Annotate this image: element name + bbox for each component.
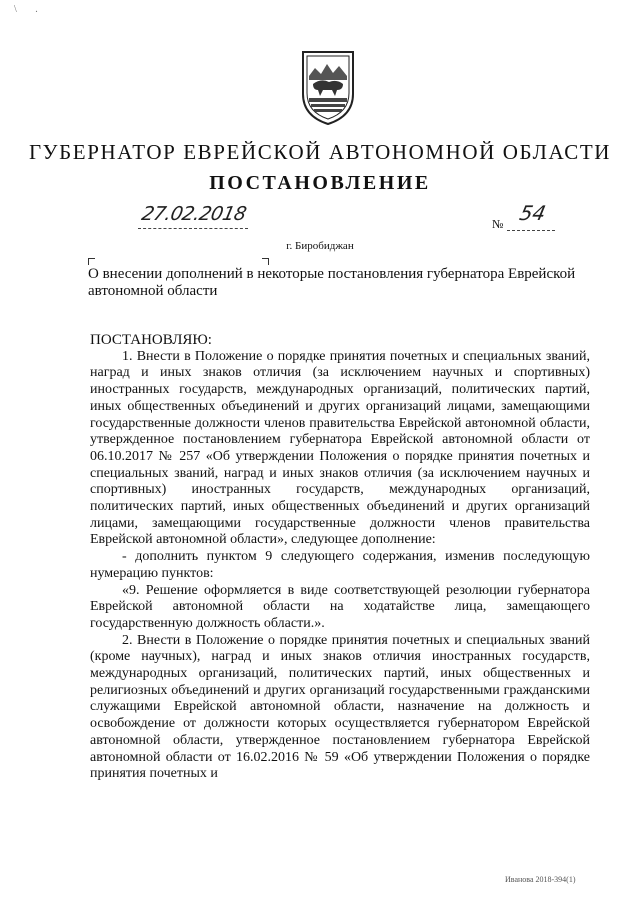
paragraph-2: 2. Внести в Положение о порядке принятия почетных и специальных званий (кроме научных), наград и иных знаков отличия иностранных государств, международных организаций, политических партий, иных общественных и религиозных объединений и других организаций государственными гражданскими служащими Еврейской автономной области, назначение на должность и освобождение от должности которых осуществляется губернатором Еврейской автономной области, утвержденное постановлением губернатора Еврейской автономной области от 16.02.2016 № 59 «Об утверждении Положения о порядке принятия почетных и — [90, 632, 590, 782]
number-underline — [507, 230, 555, 231]
handwritten-date: 27.02.2018 — [139, 203, 249, 225]
city-line: г. Биробиджан — [286, 240, 354, 252]
document-subject: О внесении дополнений в некоторые постановления губернатора Еврейской автономной области — [88, 266, 576, 299]
date-underline — [138, 228, 248, 229]
paragraph-addition: - дополнить пунктом 9 следующего содержания, изменив последующую нумерацию пунктов: — [90, 549, 590, 581]
coat-of-arms-emblem — [299, 46, 357, 126]
paragraph-1: 1. Внести в Положение о порядке принятия почетных и специальных званий, наград и иных знаков отличия (за исключением научных и спортивных) иностранных государств, международных организаций, политических партий, иных общественных объединений и других организаций лицами, замещающими государственные должности членов правительства Еврейской автономной области, утвержденное постановлением губернатора Еврейской автономной области от 06.10.2017 № 257 «Об утверждении Положения о порядке принятия почетных и специальных званий, наград и иных знаков отличия (за исключением научных и спортивных) иностранных государств, международных организаций, политических партий, иных общественных объединений и других организаций лицами, замещающими государственные должности членов правительства Еврейской автономной области», следующее дополнение: — [90, 348, 590, 548]
subject-bracket-right — [262, 258, 269, 265]
corner-mark: \ . — [14, 4, 46, 15]
issuer-title: ГУБЕРНАТОР ЕВРЕЙСКОЙ АВТОНОМНОЙ ОБЛАСТИ — [28, 140, 612, 164]
paragraph-quote: «9. Решение оформляется в виде соответствующей резолюции губернатора Еврейской автономной области на ходатайстве лица, замещающего государственную должность области.». — [90, 582, 590, 631]
number-label: № — [492, 217, 504, 231]
subject-bracket-left — [88, 258, 95, 265]
footer-code: Иванова 2018-394(1) — [505, 875, 576, 884]
document-body — [90, 332, 590, 783]
decree-word: ПОСТАНОВЛЯЮ: — [90, 332, 212, 348]
handwritten-number: 54 — [517, 201, 549, 225]
document-type-heading: ПОСТАНОВЛЕНИЕ — [209, 172, 431, 194]
